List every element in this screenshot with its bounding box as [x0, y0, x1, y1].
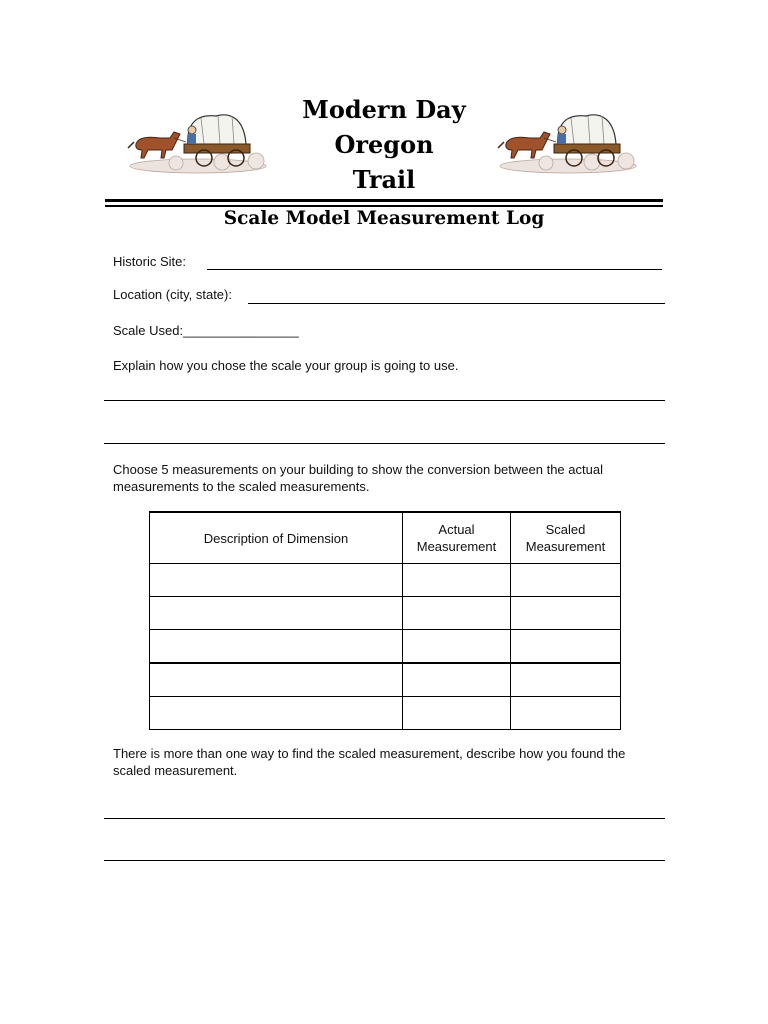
- describe-method-prompt: There is more than one way to find the scaled measurement, describe how you found the scaled measurement.: [113, 746, 626, 778]
- answer-line-3[interactable]: [104, 818, 665, 819]
- table-row: [150, 564, 621, 597]
- historic-site-field[interactable]: [207, 269, 662, 270]
- header-scaled: Scaled Measurement: [511, 512, 621, 564]
- description-cell[interactable]: [150, 663, 403, 697]
- table-row: [150, 630, 621, 664]
- scaled-cell[interactable]: [511, 630, 621, 664]
- measurement-table: [149, 511, 621, 730]
- header-divider-top: [105, 199, 663, 202]
- header-divider-bottom: [105, 205, 663, 207]
- actual-cell[interactable]: [403, 597, 511, 630]
- table-header-row: [150, 512, 621, 564]
- scaled-cell[interactable]: [511, 597, 621, 630]
- answer-line-4[interactable]: [104, 860, 665, 861]
- description-cell[interactable]: [150, 597, 403, 630]
- actual-cell[interactable]: [403, 697, 511, 730]
- actual-cell[interactable]: [403, 663, 511, 697]
- scaled-cell[interactable]: [511, 663, 621, 697]
- header-description: Description of Dimension: [150, 512, 403, 564]
- table-row: [150, 597, 621, 630]
- scale-used-field[interactable]: Scale Used:________________: [113, 323, 299, 338]
- header-actual: Actual Measurement: [403, 512, 511, 564]
- scaled-cell[interactable]: [511, 564, 621, 597]
- table-row: [150, 697, 621, 730]
- title-line-1: Modern Day: [302, 95, 466, 124]
- actual-cell[interactable]: [403, 630, 511, 664]
- scaled-cell[interactable]: [511, 697, 621, 730]
- description-cell[interactable]: [150, 564, 403, 597]
- title-line-2: Oregon: [334, 130, 434, 159]
- answer-line-1[interactable]: [104, 400, 665, 401]
- table-row: [150, 663, 621, 697]
- description-cell[interactable]: [150, 630, 403, 664]
- explain-scale-prompt: Explain how you chose the scale your group is going to use.: [113, 358, 459, 373]
- answer-line-2[interactable]: [104, 443, 665, 444]
- description-cell[interactable]: [150, 697, 403, 730]
- location-label: Location (city, state):: [113, 287, 232, 302]
- choose-measurements-prompt: Choose 5 measurements on your building to show the conversion between the actual measurements to the scaled measurements.: [113, 462, 603, 494]
- title-line-3: Trail: [352, 165, 416, 194]
- historic-site-label: Historic Site:: [113, 254, 186, 269]
- subtitle: Scale Model Measurement Log: [223, 208, 545, 229]
- location-field[interactable]: [248, 303, 665, 304]
- actual-cell[interactable]: [403, 564, 511, 597]
- page-title: [234, 92, 534, 197]
